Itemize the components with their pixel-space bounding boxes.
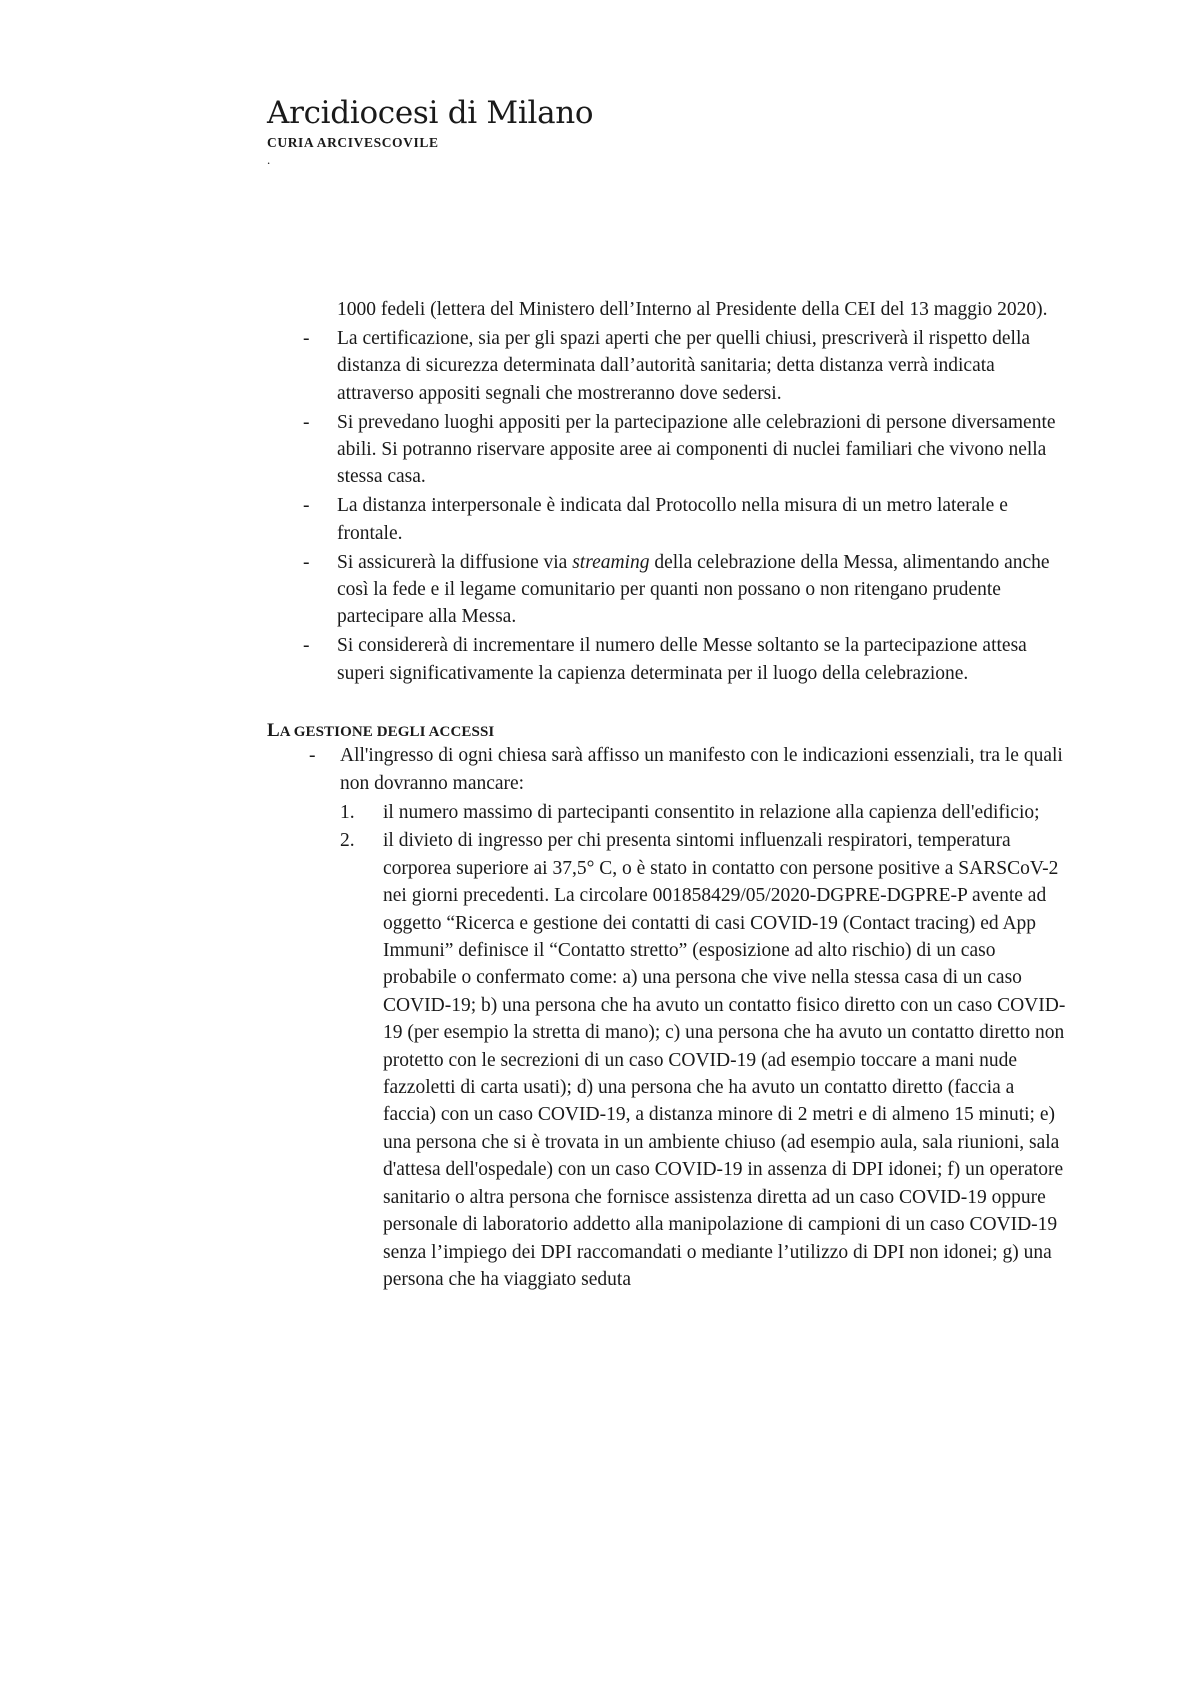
document-body	[267, 296, 1067, 1293]
list-item-text: Si considererà di incrementare il numero delle Messe soltanto se la partecipazione attesa superi significativamente la capienza determinata per il luogo della celebrazione.	[337, 635, 1027, 684]
list-item	[267, 492, 1067, 547]
letterhead-title: Arcidiocesi di Milano	[267, 95, 594, 131]
list-item-text-after: della celebrazione della Messa, alimentando anche così la fede e il legame comunitario per quanti non possano o non ritengano prudente partecipare alla Messa.	[337, 551, 1050, 628]
list-marker: -	[303, 551, 310, 573]
numbered-item-text: il divieto di ingresso per chi presenta sintomi influenzali respiratori, temperatura corporea superiore ai 37,5° C, o è stato in contatto con persone positive a SARSCoV-2 nei giorni precedenti. La circolare 001858429/05/2020-DGPRE-DGPRE-P avente ad oggetto “Ricerca e gestione dei contatti di casi COVID-19 (Contact tracing) ed App Immuni” definisce il “Contatto stretto” (esposizione ad alto rischio) di un caso probabile o confermato come: a) una persona che vive nella stessa casa di un caso COVID-19; b) una persona che ha avuto un contatto fisico diretto con un caso COVID-19 (per esempio la stretta di mano); c) una persona che ha avuto un contatto diretto non protetto con le secrezioni di un caso COVID-19 (ad esempio toccare a mani nude fazzoletti di carta usati); d) una persona che ha avuto un contatto diretto (faccia a faccia) con un caso COVID-19, a distanza minore di 2 metri e di almeno 15 minuti; e) una persona che si è trovata in un ambiente chiuso (ad esempio aula, sala riunioni, sala d'attesa dell'ospedale) con un caso COVID-19 in assenza di DPI idonei; f) un operatore sanitario o altra persona che fornisce assistenza diretta ad un caso COVID-19 oppure personale di laboratorio addetto alla manipolazione di campioni di un caso COVID-19 senza l’impiego dei DPI raccomandati o mediante l’utilizzo di DPI non idonei; g) una persona che ha viaggiato seduta	[383, 830, 1066, 1290]
list-marker: -	[303, 327, 310, 349]
list-marker: -	[303, 635, 310, 657]
numbered-marker: 2.	[340, 830, 355, 852]
dash-list	[267, 325, 1067, 687]
numbered-item	[340, 799, 1067, 826]
list-marker: -	[303, 411, 310, 433]
list-item-text-before: Si assicurerà la diffusione via	[337, 551, 573, 573]
letterhead-dot: .	[267, 152, 271, 167]
list-item	[267, 549, 1067, 631]
list-marker: -	[303, 495, 310, 517]
numbered-marker: 1.	[340, 801, 355, 823]
access-list	[267, 742, 1067, 1293]
letterhead-subtitle: CURIA ARCIVESCOVILE	[267, 135, 439, 150]
list-item-text: La certificazione, sia per gli spazi aperti che per quelli chiusi, prescriverà il rispetto della distanza di sicurezza determinata dall’autorità sanitaria; detta distanza verrà indicata attraverso appositi segnali che mostreranno dove sedersi.	[337, 327, 1031, 404]
numbered-item-text: il numero massimo di partecipanti consentito in relazione alla capienza dell'edificio;	[383, 801, 1040, 823]
list-item	[267, 409, 1067, 491]
list-item-text: La distanza interpersonale è indicata dal Protocollo nella misura di un metro laterale e frontale.	[337, 495, 1008, 544]
letterhead	[267, 94, 593, 167]
list-marker: -	[309, 745, 316, 767]
continuation-paragraph: 1000 fedeli (lettera del Ministero dell’Interno al Presidente della CEI del 13 maggio 2020).	[337, 299, 1048, 320]
list-item-text: All'ingresso di ogni chiesa sarà affisso un manifesto con le indicazioni essenziali, tra le quali non dovranno mancare:	[340, 745, 1063, 794]
list-item-text: Si prevedano luoghi appositi per la partecipazione alle celebrazioni di persone diversamente abili. Si potranno riservare apposite aree ai componenti di nuclei familiari che vivono nella stessa casa.	[337, 411, 1056, 488]
list-item-text-italic: streaming	[572, 551, 650, 573]
section-heading	[267, 721, 1067, 742]
section-heading-cap: L	[267, 720, 280, 742]
numbered-item	[340, 827, 1067, 1293]
list-item	[267, 325, 1067, 407]
list-item	[267, 742, 1067, 1293]
list-item-text	[337, 552, 1050, 628]
list-item	[267, 632, 1067, 687]
section-heading-rest: A GESTIONE DEGLI ACCESSI	[279, 724, 495, 741]
numbered-list	[340, 799, 1067, 1294]
